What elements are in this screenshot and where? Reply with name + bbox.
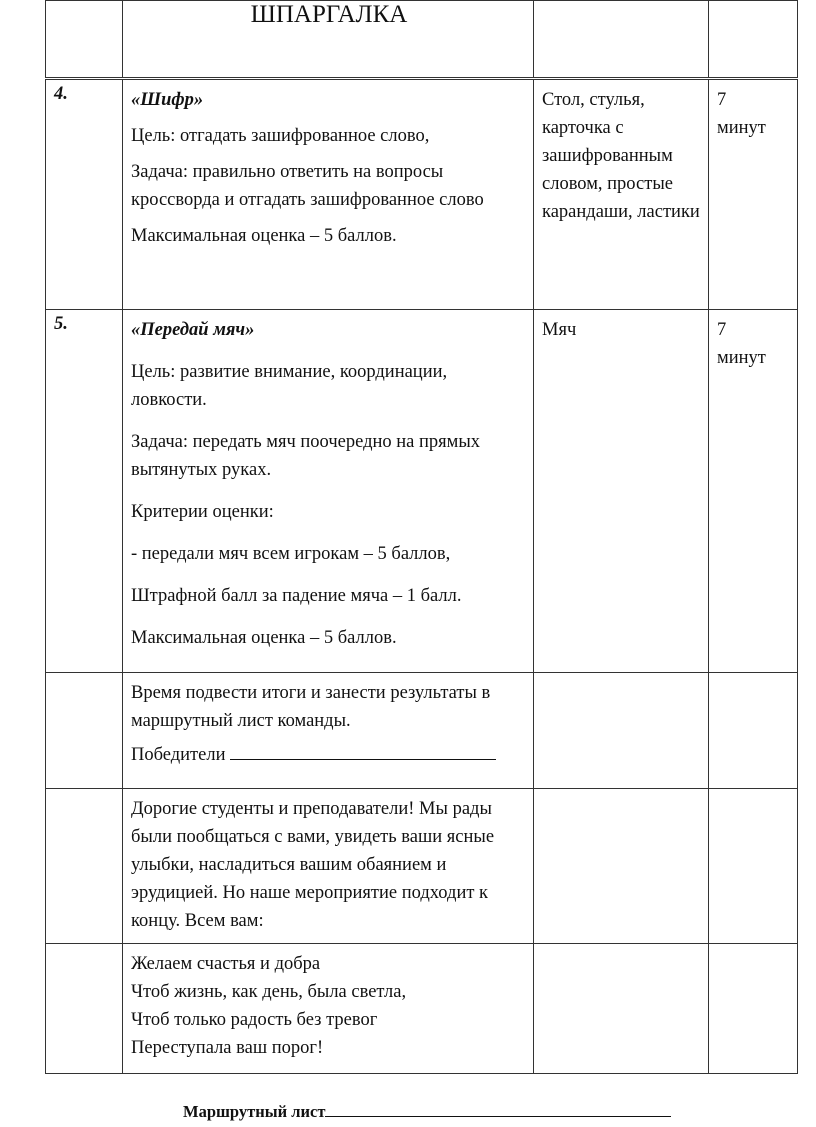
route-sheet-blank xyxy=(325,1100,671,1117)
game-goal: Цель: отгадать зашифрованное слово, xyxy=(131,126,430,146)
game-task: Задача: правильно ответить на вопросы кроссворда и отгадать зашифрованное слово xyxy=(131,162,484,210)
game-max-score: Максимальная оценка – 5 баллов. xyxy=(131,628,397,648)
time-value: 7 xyxy=(717,90,727,110)
game-title: «Шифр» xyxy=(131,90,204,110)
empty-cell xyxy=(534,944,709,1074)
empty-cell xyxy=(709,944,798,1074)
farewell-cell xyxy=(123,789,534,944)
game-criteria-item: - передали мяч всем игрокам – 5 баллов, xyxy=(131,544,451,564)
activity-table xyxy=(45,0,798,1074)
route-sheet-heading xyxy=(183,1100,671,1122)
empty-cell xyxy=(534,789,709,944)
game-criteria: Критерии оценки: xyxy=(131,502,274,522)
farewell-text: Дорогие студенты и преподаватели! Мы рады были пообщаться с вами, увидеть ваши ясные улыбки, насладиться вашим обаянием и эрудицией. Но наше мероприятие подходит к концу. Всем вам: xyxy=(131,799,495,931)
poem-line: Желаем счастья и добра xyxy=(131,954,321,974)
game-title: «Передай мяч» xyxy=(131,320,255,340)
poem-cell xyxy=(123,944,534,1074)
row-description xyxy=(123,79,534,310)
game-task: Задача: передать мяч поочередно на прямых вытянутых руках. xyxy=(131,432,481,480)
empty-cell xyxy=(46,673,123,789)
winners-label: Победители xyxy=(131,745,226,765)
empty-cell xyxy=(46,944,123,1074)
time-unit: минут xyxy=(717,118,766,138)
summary-cell xyxy=(123,673,534,789)
poem-line: Переступала ваш порог! xyxy=(131,1038,324,1058)
game-goal: Цель: развитие внимание, координации, ловкости. xyxy=(131,362,448,410)
table-row xyxy=(46,944,798,1074)
summary-text: Время подвести итоги и занести результаты в маршрутный лист команды. xyxy=(131,683,491,731)
row-time xyxy=(709,79,798,310)
table-row xyxy=(46,310,798,673)
header-cell-number xyxy=(46,1,123,79)
poem xyxy=(131,950,527,1062)
row-description xyxy=(123,310,534,673)
poem-line: Чтоб жизнь, как день, была светла, xyxy=(131,982,407,1002)
route-sheet-label: Маршрутный лист xyxy=(183,1102,326,1121)
time-value: 7 xyxy=(717,320,727,340)
row-time xyxy=(709,310,798,673)
equipment-text: Стол, стулья, карточка с зашифрованным словом, простые карандаши, ластики xyxy=(542,90,700,222)
time-unit: минут xyxy=(717,348,766,368)
poem-line: Чтоб только радость без тревог xyxy=(131,1010,378,1030)
page-title: ШПАРГАЛКА xyxy=(123,1,534,79)
row-number: 5. xyxy=(46,310,123,673)
equipment-text: Мяч xyxy=(542,320,577,340)
header-cell-equipment xyxy=(534,1,709,79)
table-header-row xyxy=(46,1,798,79)
row-equipment xyxy=(534,310,709,673)
table-row xyxy=(46,789,798,944)
header-cell-time xyxy=(709,1,798,79)
empty-cell xyxy=(46,789,123,944)
winners-blank xyxy=(230,741,496,760)
row-equipment xyxy=(534,79,709,310)
empty-cell xyxy=(709,789,798,944)
empty-cell xyxy=(709,673,798,789)
empty-cell xyxy=(534,673,709,789)
game-max-score: Максимальная оценка – 5 баллов. xyxy=(131,226,397,246)
table-row xyxy=(46,79,798,310)
table-row xyxy=(46,673,798,789)
winners-line xyxy=(131,741,527,769)
game-penalty: Штрафной балл за падение мяча – 1 балл. xyxy=(131,586,462,606)
row-number: 4. xyxy=(46,79,123,310)
